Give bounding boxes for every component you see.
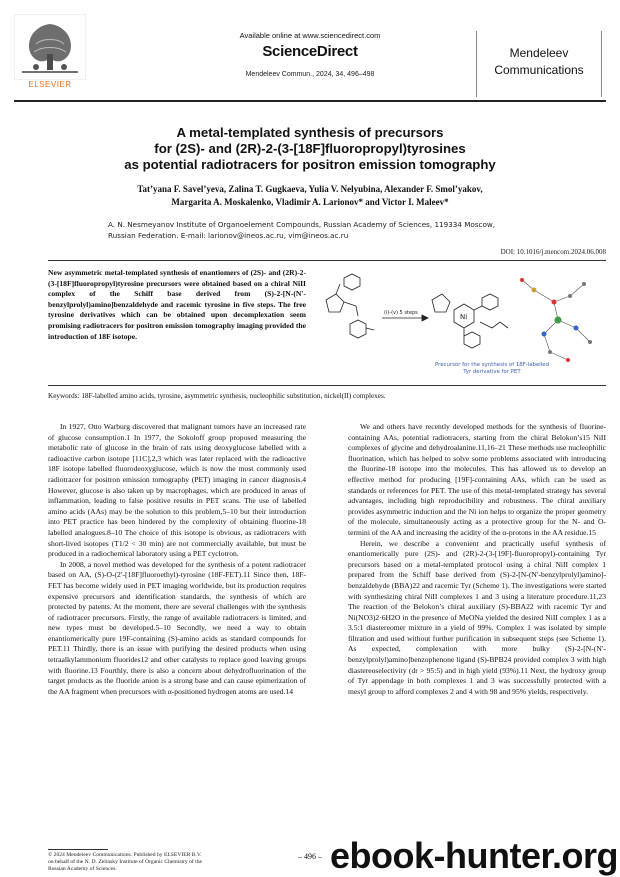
affiliation-line2: Russian Federation. E-mail: larionov@ineos.ac.ru, vim@ineos.ac.ru <box>108 230 349 240</box>
abstract-rule-top <box>48 260 606 261</box>
watermark: ebook-hunter.org <box>330 835 618 876</box>
footer-rule <box>48 849 108 850</box>
copyright-line1: © 2024 Mendeleev Communications. Published by ELSEVIER B.V. <box>48 852 202 858</box>
svg-text:Ni: Ni <box>460 313 468 321</box>
title-line2: for (2S)- and (2R)-2-(3-[18F]fluoropropyl)tyrosines <box>154 141 466 156</box>
abstract-rule-bottom <box>48 385 606 386</box>
graphical-abstract-scheme <box>314 270 606 378</box>
journal-name-box <box>476 31 602 97</box>
copyright-line2: on behalf of the N. D. Zelinsky Institute of Organic Chemistry of the <box>48 859 203 865</box>
title-line3: as potential radiotracers for positron emission tomography <box>124 157 496 172</box>
body-column-right <box>348 422 606 697</box>
available-online-text: Available online at www.sciencedirect.com <box>239 31 381 40</box>
abstract-text: New asymmetric metal-templated synthesis of enantiomers of (2S)- and (2R)-2-(3-[18F]fluoropropyl)tyrosine precursors were obtained based on a chiral NiII complex of the Schiff base derived from (S)-2-[N-(N′-benzylprolyl)amino]benzaldehyde and racemic tyrosine in five steps. The free tyrosine derivatives which can be obtained upon decomplexation seem promising radiotracers for positron emission tomography imaging provided the introduction of 18F isotope. <box>48 268 306 341</box>
copyright-line3: Russian Academy of Sciences. <box>48 866 117 872</box>
affiliation <box>108 220 568 241</box>
body-column-left <box>48 422 306 697</box>
author-list <box>20 183 600 209</box>
affiliation-line1: A. N. Nesmeyanov Institute of Organoelement Compounds, Russian Academy of Sciences, 119334 Moscow, <box>108 220 496 229</box>
title-line1: A metal-templated synthesis of precursors <box>176 125 444 140</box>
doi-link[interactable]: DOI: 10.1016/j.mencom.2024.06.008 <box>500 248 606 256</box>
paragraph: We and others have recently developed methods for the synthesis of fluorine-containing AAs, potential radiotracers, starting from the chiral Belokon’s15 NiII complexes of glycine and dehydroalanine.11,16–21 These methods use nucleophilic fluorination, which has helped to solve some problems associated with introducing the fluorine-18 isotope into the molecules. This has allowed us to develop an effective method for producing [19F]-containing AAs, which can be used as standards or references for PET. The use of this metal-templated strategy has several advantages, including high reproducibility and robustness. The chiral auxiliary provides asymmetric induction and the Ni ion helps to organize the proper geometry of the molecule, simultaneously acting as a protective group for the N- and O-termini of the AA and increasing the acidity of the α-protons in the AA residue.15 <box>348 422 606 537</box>
figure-caption-line2: Tyr derivative for PET <box>463 369 521 375</box>
publisher-name: ELSEVIER <box>28 80 72 89</box>
article-title <box>20 125 600 173</box>
journal-name-line2: Communications <box>494 63 584 77</box>
paragraph: In 2008, a novel method was developed for the synthesis of a potent radiotracer based on AA, (S)-O-(2′-[18F]fluoroethyl)-tyrosine (18F-FET).11 Since then, 18F-FET has become widely used in PET imaging worldwide, but its production requires expensive precursors and identification standards, the synthesis of which are protected by patents. At the moment, there are several challenges with the synthesis of radiotracer precursors. Firstly, the range of available radiotracers is limited, and new types must be developed.5–10 Secondly, we need a way to obtain enantiomerically pure 19F-containing (S)-amino acids as standard compounds for PET.11 Thirdly, there is an issue with purifying the desired products when using tetraalkylammonium fluorides12 and other catalysts to replace good leaving groups with fluorine.13 Fourthly, there is also a concern about dehydrofluorination of the target products as the fluoride anion is a strong base and can cause epimerization of the AA fragment when precursors with α-positioned hydrogen atoms are used.14 <box>48 559 306 696</box>
figure-caption-line1: Precursor for the synthesis of 18F-labelled <box>434 362 550 368</box>
arrow-label: (i)-(v) 5 steps <box>384 310 418 316</box>
paragraph: Herein, we describe a convenient and practically useful synthesis of enantiomerically pure (2S)- and (2R)-2-(3-[19F]-fluoropropyl)-containing Tyr precursors based on a metal-templated protocol using a chiral NiII complex 1 prepared from the Schiff base derived from (S)-2-[N-(N′-benzylprolyl)amino]-benzaldehyde (BBA)22 and racemic Tyr (Scheme 1). The investigations were started with synthesizing chiral NiII complexes 1 and 3 using a literature procedure.11,23 The reaction of the Belokon’s chiral auxiliary (S)-BBA22 with racemic Tyr and Ni(NO3)2·6H2O in the presence of MeONa yielded the desired NiII complex 1 as a 3.5:1 diastereomer mixture in a yield of 99%. Complex 1 was isolated by simple filtration and used without further purification in subsequent steps (see Scheme 1). As expected, complexation with more bulky (S)-2-[N-(N′-benzylprolyl)amino]benzophenone ligand (S)-BPB24 provided complex 3 with high diastereoselectivity (dr > 95:5) and in high yield (93%).11 Next, the hydroxy group of Tyr appendage in both complexes 1 and 3 was successfully protected with a mesyl group to afford complexes 2 and 4 with 98 and 95% yields, respectively. <box>348 538 606 696</box>
authors-line2: Margarita A. Moskalenko, Vladimir A. Larionov* and Victor I. Maleev* <box>171 197 449 207</box>
sciencedirect-brand: ScienceDirect <box>262 43 358 60</box>
keywords: Keywords: 18F-labelled amino acids, tyrosine, asymmetric synthesis, nucleophilic substitution, nickel(II) complexes. <box>48 392 386 400</box>
crystal-structure <box>520 278 592 362</box>
product-structure <box>432 294 508 348</box>
journal-name-line1: Mendeleev <box>509 46 569 60</box>
page-number: – 496 – <box>298 852 322 861</box>
reagent-structure <box>326 274 374 338</box>
header-rule <box>14 100 606 102</box>
paragraph: In 1927, Otto Warburg discovered that malignant tumors have an increased rate of glucose consumption.1 In 1977, the Sokoloff group proposed measuring the metabolic rate of glucose in the brain of rats using deoxyglucose labelled with a radioactive carbon isotope [11C],2,3 which was later replaced with the radioactive 18F isotope labelled fluorodeoxyglucose, which is now the most commonly used radiotracer for positron emission tomography (PET) imaging in cancer diagnosis.4 However, glucose is also taken up by macrophages, which are produced in areas of inflammation, leading to false positive results in PET scans. The use of labelled amino acids (AAs) may be the solution to this problem,5–10 but their introduction into PET practice has been hindered by the complexity of obtaining fluorine-18 labelled analogues.8–10 The choice of this isotope is obvious, as radiotracers with short-lived isotopes (T1/2 < 30 min) are not commercially available, but must be produced in a radiochemical laboratory using a PET cyclotron. <box>48 422 306 559</box>
authors-line1: Tat’yana F. Savel’yeva, Zalina T. Gugkaeva, Yulia V. Nelyubina, Alexander F. Smol’yakov, <box>137 184 483 194</box>
journal-citation: Mendeleev Commun., 2024, 34, 496–498 <box>245 71 375 78</box>
